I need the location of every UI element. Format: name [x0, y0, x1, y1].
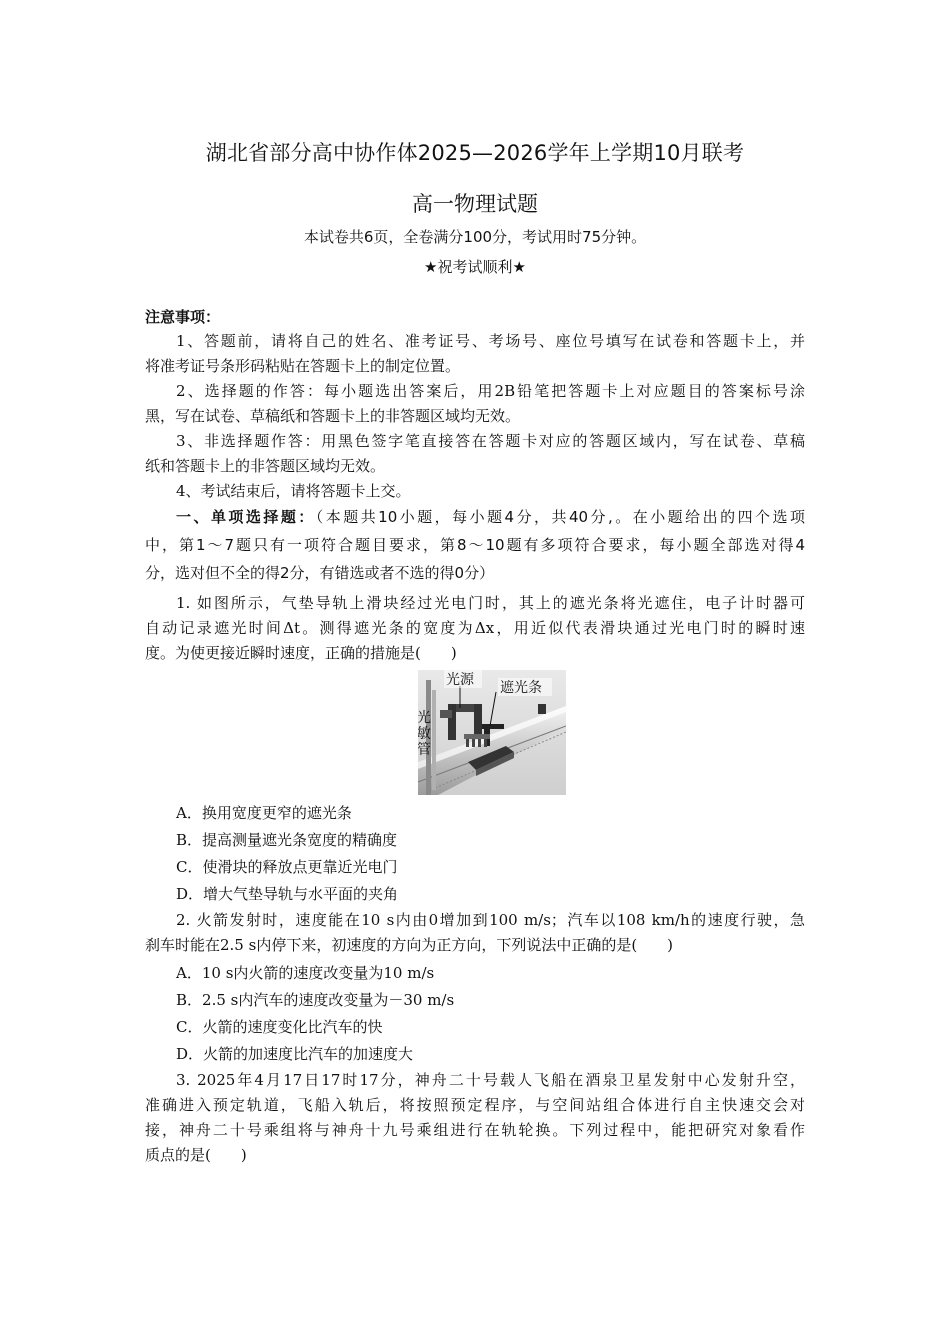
figure-label-light-source: 光源	[446, 672, 474, 688]
exam-info: 本试卷共6页，全卷满分100分，考试用时75分钟。	[303, 228, 647, 246]
figure-label-photosensitive-2: 敏	[418, 726, 431, 742]
option-a: A．换用宽度更窄的遮光条	[176, 804, 352, 822]
option-b: B．2.5 s内汽车的速度改变量为－30 m/s	[176, 991, 455, 1009]
figure-label-photosensitive-1: 光	[418, 710, 431, 726]
option-a: A．10 s内火箭的速度改变量为10 m/s	[176, 964, 435, 982]
photogate-illustration	[418, 670, 566, 795]
section1-block	[145, 503, 805, 587]
notice-line: 将准考证号条形码粘贴在答题卡上的制定位置。	[145, 357, 461, 375]
exam-subject-title: 高一物理试题	[412, 192, 538, 216]
notice-heading: 注意事项：	[145, 308, 221, 326]
option-b: B．提高测量遮光条宽度的精确度	[176, 831, 398, 849]
question-3-line: 接，神舟二十号乘组将与神舟十九号乘组进行在轨轮换。下列过程中，能把研究对象看作	[145, 1121, 805, 1139]
question-2-options	[145, 961, 805, 1069]
question-3-stem	[145, 1068, 805, 1168]
notice-block	[145, 329, 805, 504]
question-2-stem	[145, 908, 805, 958]
question-2-line: 2. 火箭发射时，速度能在10 s内由0增加到100 m/s；汽车以108 km/h的速度行驶，急	[176, 911, 805, 929]
notice-line: 黑，写在试卷、草稿纸和答题卡上的非答题区域均无效。	[145, 407, 521, 425]
notice-line: 1、答题前，请将自己的姓名、准考证号、考场号、座位号填写在试卷和答题卡上，并	[176, 332, 805, 350]
exam-wish: ★祝考试顺利★	[424, 258, 526, 276]
option-d: D．火箭的加速度比汽车的加速度大	[176, 1045, 414, 1063]
section1-line-1	[145, 503, 805, 531]
question-2-line: 刹车时能在2.5 s内停下来，初速度的方向为正方向，下列说法中正确的是( )	[145, 936, 674, 954]
question-1-options	[145, 801, 805, 909]
question-1-line: 1. 如图所示，气垫导轨上滑块经过光电门时，其上的遮光条将光遮住，电子计时器可	[176, 594, 805, 612]
option-c: C．火箭的速度变化比汽车的快	[176, 1018, 383, 1036]
exam-main-title: 湖北省部分高中协作体2025—2026学年上学期10月联考	[205, 141, 745, 165]
option-c: C．使滑块的释放点更靠近光电门	[176, 858, 398, 876]
question-3-line: 质点的是( )	[145, 1146, 247, 1164]
option-d: D．增大气垫导轨与水平面的夹角	[176, 885, 399, 903]
notice-line: 3、非选择题作答：用黑色签字笔直接答在答题卡对应的答题区域内，写在试卷、草稿	[176, 432, 805, 450]
notice-line: 纸和答题卡上的非答题区域均无效。	[145, 457, 386, 475]
section1-rule-text: （本题共10小题，每小题4分，共40分,。在小题给出的四个选项	[315, 508, 805, 526]
question-1-line: 度。为使更接近瞬时速度，正确的措施是( )	[145, 644, 457, 662]
figure-label-photosensitive-3: 管	[418, 742, 431, 758]
section1-line: 中，第1～7题只有一项符合题目要求，第8～10题有多项符合要求，每小题全部选对得4	[145, 536, 805, 554]
question-3-line: 准确进入预定轨道，飞船入轨后，将按照预定程序，与空间站组合体进行自主快速交会对	[145, 1096, 805, 1114]
question-3-line: 3. 2025年4月17日17时17分，神舟二十号载人飞船在酒泉卫星发射中心发射升空，	[176, 1071, 805, 1089]
photogate-figure	[418, 670, 566, 795]
section1-heading: 一、单项选择题：	[176, 508, 316, 526]
figure-label-shading-strip: 遮光条	[500, 680, 542, 696]
notice-line: 4、考试结束后，请将答题卡上交。	[176, 482, 411, 500]
section1-line: 分，选对但不全的得2分，有错选或者不选的得0分）	[145, 564, 495, 582]
question-1-line: 自动记录遮光时间Δt。测得遮光条的宽度为Δx，用近似代表滑块通过光电门时的瞬时速	[145, 619, 805, 637]
notice-line: 2、选择题的作答：每小题选出答案后，用2B铅笔把答题卡上对应题目的答案标号涂	[176, 382, 805, 400]
question-1-stem	[145, 591, 805, 666]
